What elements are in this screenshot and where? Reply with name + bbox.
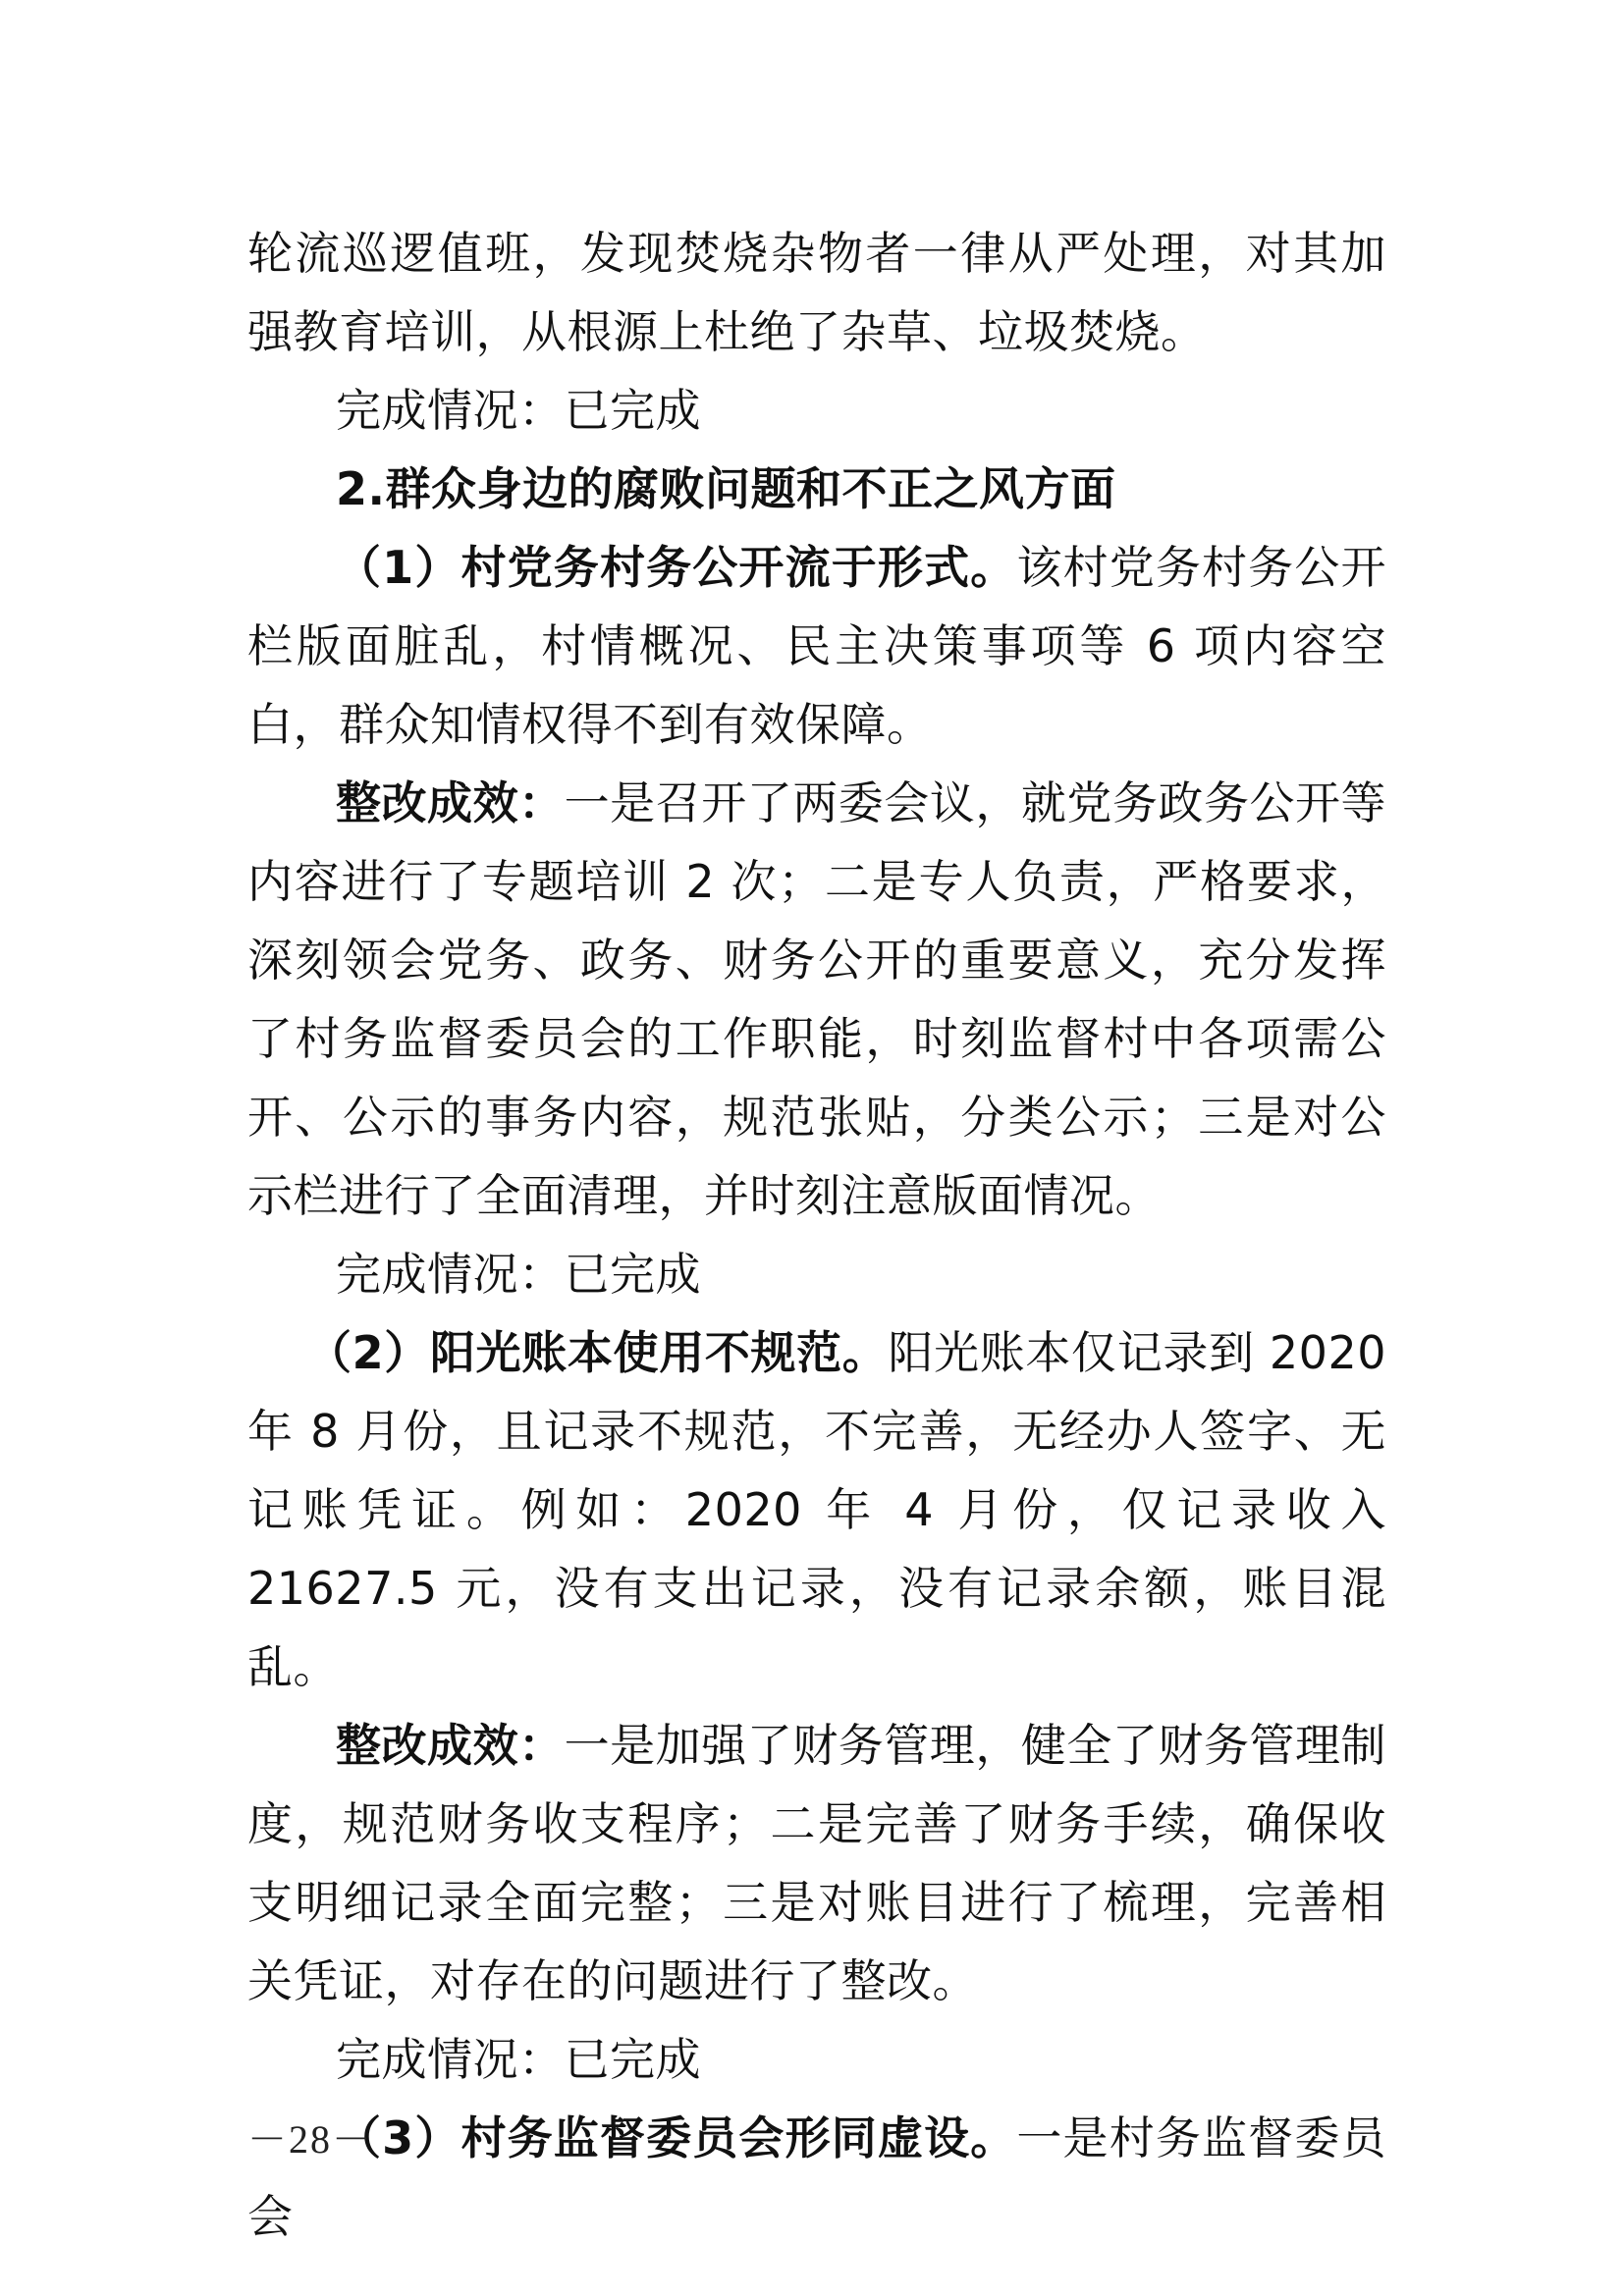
- rectification-1-label: 整改成效：: [336, 776, 565, 829]
- rectification-2-text: 一是加强了财务管理，健全了财务管理制度，规范财务收支程序；二是完善了财务手续，确保收支明细记录全面完整；三是对账目进行了梳理，完善相关凭证，对存在的问题进行了整改。: [247, 1719, 1387, 2007]
- issue-3-title: （3）村务监督委员会形同虚设。: [336, 2111, 1017, 2164]
- issue-2-title: （2）阳光账本使用不规范。: [306, 1326, 889, 1379]
- section-heading-corruption: 2.群众身边的腐败问题和不正之风方面: [336, 462, 1116, 515]
- rectification-1-text: 一是召开了两委会议，就党务政务公开等内容进行了专题培训 2 次；二是专人负责，严格要求，深刻领会党务、政务、财务公开的重要意义，充分发挥了村务监督委员会的工作职能，时刻监督村中各项需公开、公示的事务内容，规范张贴，分类公示；三是对公示栏进行了全面清理，并时刻注意版面情况。: [247, 776, 1387, 1222]
- paragraph-patrol: 轮流巡逻值班，发现焚烧杂物者一律从严处理，对其加强教育培训，从根源上杜绝了杂草、垃圾焚烧。: [247, 227, 1386, 358]
- issue-3-paragraph: [247, 2099, 1386, 2256]
- page-number: －28－: [247, 2117, 373, 2162]
- rectification-2-label: 整改成效：: [336, 1719, 565, 1772]
- issue-1-paragraph: [247, 528, 1386, 764]
- issue-2-text: 阳光账本仅记录到 2020 年 8 月份，且记录不规范，不完善，无经办人签字、无记账凭证。例如：2020 年 4 月份，仅记录收入 21627.5 元，没有支出记录，没有记录余额，账目混乱。: [247, 1326, 1386, 1693]
- rectification-1-paragraph: [247, 764, 1386, 1235]
- issue-3-text: 一是村务监督委员会: [247, 2111, 1386, 2243]
- completion-status-3: 完成情况：已完成: [336, 2033, 701, 2086]
- completion-status-1: 完成情况：已完成: [336, 384, 701, 437]
- document-body: [247, 214, 1386, 2256]
- issue-1-text: 该村党务村务公开栏版面脏乱，村情概况、民主决策事项等 6 项内容空白，群众知情权得不到有效保障。: [247, 541, 1386, 751]
- issue-2-paragraph: [247, 1313, 1386, 1706]
- rectification-2-paragraph: [247, 1706, 1386, 2020]
- issue-1-title: （1）村党务村务公开流于形式。: [336, 541, 1017, 594]
- completion-status-2: 完成情况：已完成: [336, 1248, 701, 1301]
